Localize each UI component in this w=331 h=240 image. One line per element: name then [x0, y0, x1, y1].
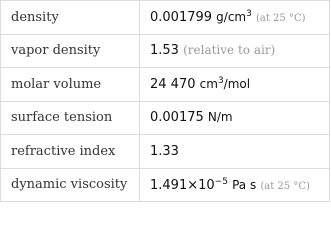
- table-row-refractive-index: [1, 135, 330, 169]
- value-base: 10: [198, 177, 215, 193]
- value-unit: cm: [199, 77, 218, 92]
- value-exponent: −5: [214, 176, 228, 187]
- table-row-density: [1, 1, 330, 35]
- row-value: [140, 168, 330, 202]
- row-value: [140, 34, 330, 68]
- value-unit: g/cm: [216, 10, 247, 25]
- row-label: refractive index: [1, 135, 140, 169]
- row-value: [140, 135, 330, 169]
- value-number: 0.00175: [150, 110, 204, 126]
- row-label: surface tension: [1, 101, 140, 135]
- table-row-surface-tension: [1, 101, 330, 135]
- row-label: dynamic viscosity: [1, 168, 140, 202]
- row-label: molar volume: [1, 68, 140, 102]
- row-value: [140, 1, 330, 35]
- table-row-vapor-density: [1, 34, 330, 68]
- value-mantissa: 1.491: [150, 177, 188, 193]
- value-unit: N/m: [207, 110, 233, 125]
- table-row-dynamic-viscosity: [1, 168, 330, 202]
- value-note: (at 25 °C): [256, 13, 306, 25]
- unit-exponent: 3: [246, 9, 252, 20]
- row-label: vapor density: [1, 34, 140, 68]
- value-note: (at 25 °C): [260, 180, 310, 192]
- value-number: 24 470: [150, 77, 196, 93]
- unit-exponent: 3: [217, 76, 224, 87]
- row-value: [140, 68, 330, 102]
- table-row-molar-volume: [1, 68, 330, 102]
- value-number: 0.001799: [150, 10, 213, 26]
- value-note: (relative to air): [183, 43, 276, 58]
- times-sign: ×: [187, 177, 199, 193]
- value-number: 1.53: [150, 43, 179, 59]
- row-label: density: [1, 1, 140, 35]
- value-unit: Pa s: [232, 177, 257, 192]
- value-unit-tail: /mol: [223, 77, 251, 92]
- row-value: [140, 101, 330, 135]
- value-number: 1.33: [150, 143, 179, 159]
